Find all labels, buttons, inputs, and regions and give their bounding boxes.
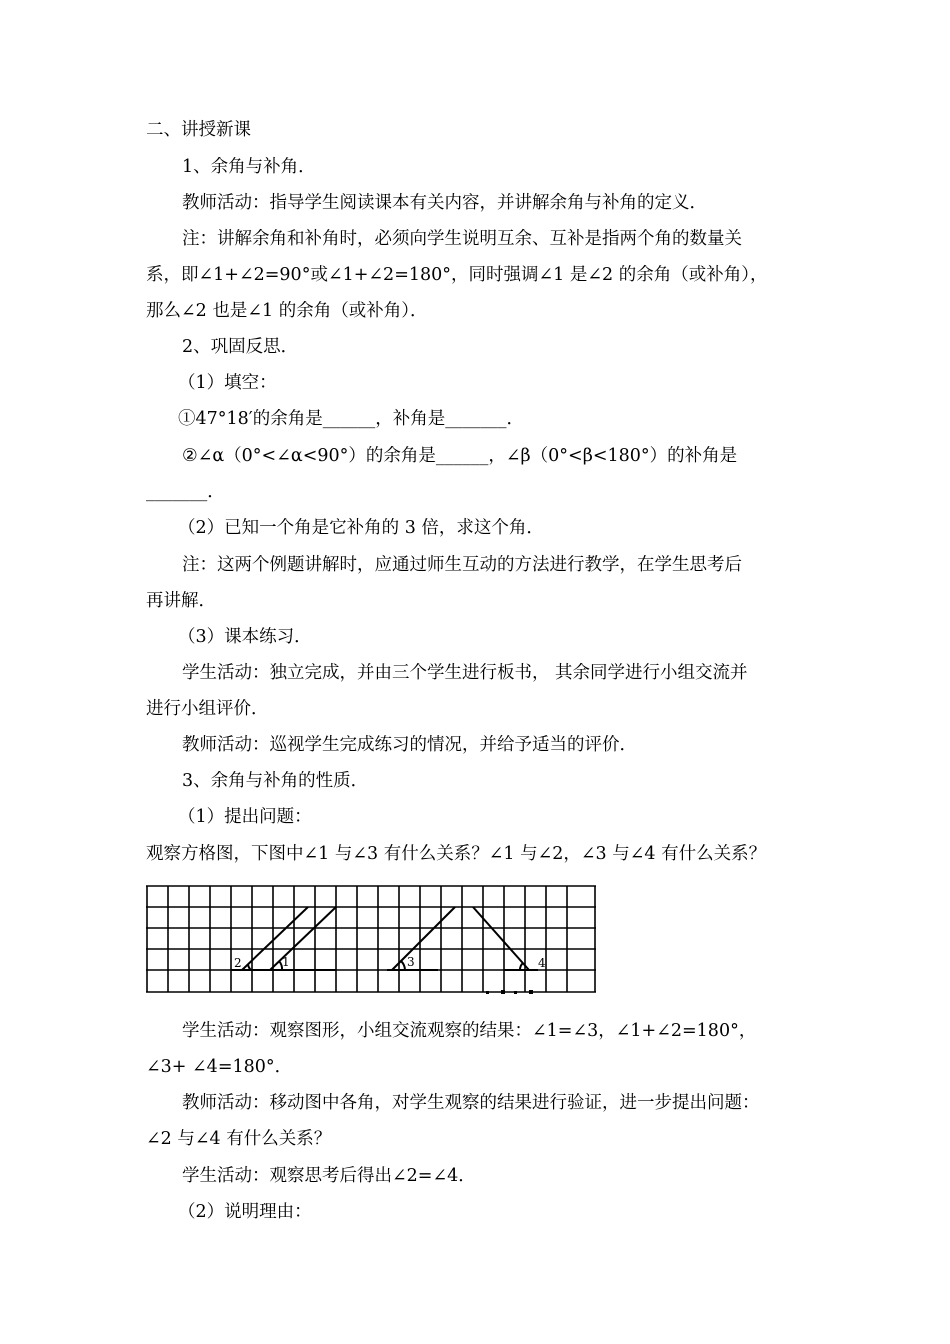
grid-lines: [146, 886, 596, 992]
subheading: 3、余角与补角的性质．: [182, 771, 369, 791]
paragraph: 教师活动：指导学生阅读课本有关内容，并讲解余角与补角的定义．: [182, 193, 707, 213]
paragraph-line: ∠3+ ∠4=180°．: [146, 1057, 293, 1077]
paragraph-line: 系，即∠1+∠2=90°或∠1+∠2=180°，同时强调∠1 是∠2 的余角（或补角），: [146, 265, 768, 285]
angle-label-3: 3: [407, 955, 415, 969]
paragraph-line: 再讲解．: [146, 591, 216, 611]
paragraph-line: _______．: [146, 482, 225, 502]
slant-line-4: [473, 907, 529, 970]
paragraph: 教师活动：巡视学生完成练习的情况，并给予适当的评价．: [182, 735, 637, 755]
angle-label-1: 1: [282, 955, 290, 969]
exercise-label: （3）课本练习．: [178, 627, 312, 647]
paragraph-line: 进行小组评价．: [146, 699, 269, 719]
angle-label-2: 2: [234, 956, 242, 970]
paragraph-line: 那么∠2 也是∠1 的余角（或补角）．: [146, 301, 428, 321]
angle-arc-3: [401, 961, 405, 970]
note-paragraph: 注：讲解余角和补角时，必须向学生说明互余、互补是指两个角的数量关: [182, 229, 742, 249]
paragraph: 学生活动：独立完成，并由三个学生进行板书， 其余同学进行小组交流并: [182, 663, 748, 683]
paragraph: 学生活动：观察图形，小组交流观察的结果：∠1=∠3，∠1+∠2=180°，: [182, 1021, 757, 1041]
angle-arc-4: [520, 963, 523, 970]
paragraph: 教师活动：移动图中各角，对学生观察的结果进行验证，进一步提出问题：: [182, 1093, 760, 1113]
section-heading: 二、讲授新课: [146, 120, 251, 140]
paragraph: 学生活动：观察思考后得出∠2=∠4．: [182, 1166, 476, 1186]
note-paragraph: 注：这两个例题讲解时，应通过师生互动的方法进行教学，在学生思考后: [182, 555, 742, 575]
exercise-label: （2）说明理由：: [178, 1202, 312, 1222]
subheading: 2、巩固反思．: [182, 337, 299, 357]
exercise-item: （2）已知一个角是它补角的 3 倍，求这个角．: [178, 518, 544, 538]
subheading: 1、余角与补角．: [182, 157, 316, 177]
figure-lines: [231, 907, 538, 970]
exercise-label: （1）提出问题：: [178, 807, 312, 827]
exercise-label: （1）填空：: [178, 373, 277, 393]
angle-grid-figure: [146, 884, 598, 996]
exercise-item: ②∠α（0°<∠α<90°）的余角是______，∠β（0°<β<180°）的补角是: [182, 446, 738, 466]
question-line: 观察方格图，下图中∠1 与∠3 有什么关系？∠1 与∠2，∠3 与∠4 有什么关系？: [146, 844, 767, 864]
exercise-item: ①47°18′的余角是______，补角是_______．: [178, 409, 525, 429]
paragraph-line: ∠2 与∠4 有什么关系？: [146, 1129, 332, 1149]
angle-label-4: 4: [538, 956, 546, 970]
